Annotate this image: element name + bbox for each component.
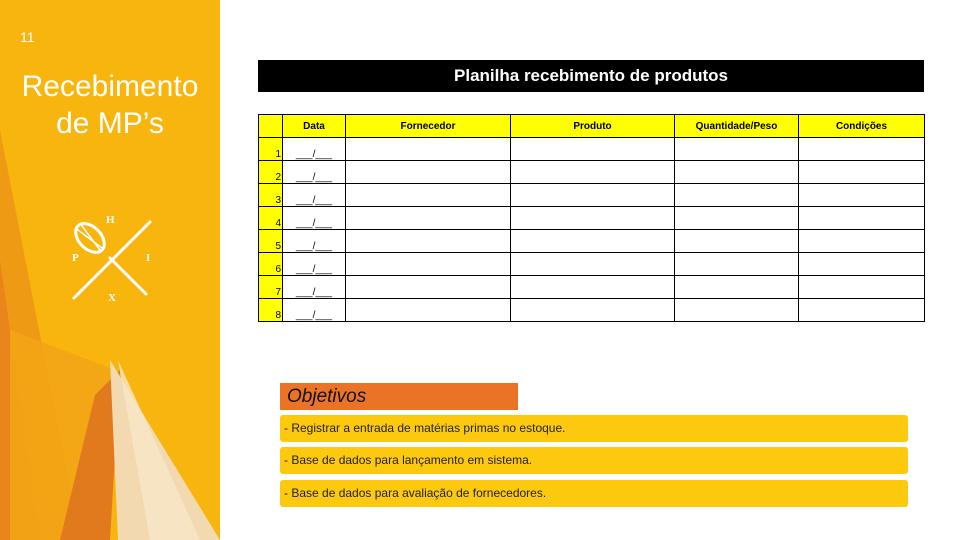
date-cell[interactable]: ___/___ — [283, 230, 346, 253]
quantidade-cell[interactable] — [675, 253, 799, 276]
date-cell[interactable]: ___/___ — [283, 299, 346, 322]
slide-title — [0, 68, 220, 142]
column-header-fornecedor: Fornecedor — [346, 115, 511, 138]
table-row — [259, 184, 925, 207]
produto-cell[interactable] — [511, 184, 675, 207]
date-cell[interactable]: ___/___ — [283, 161, 346, 184]
column-header-quantidade: Quantidade/Peso — [675, 115, 799, 138]
row-index: 1 — [259, 138, 283, 161]
condicoes-cell[interactable] — [799, 299, 925, 322]
produto-cell[interactable] — [511, 299, 675, 322]
condicoes-cell[interactable] — [799, 276, 925, 299]
row-index: 4 — [259, 207, 283, 230]
date-cell[interactable]: ___/___ — [283, 207, 346, 230]
condicoes-cell[interactable] — [799, 207, 925, 230]
quantidade-cell[interactable] — [675, 230, 799, 253]
slide-title-line1: Recebimento — [21, 70, 199, 103]
condicoes-cell[interactable] — [799, 138, 925, 161]
sidebar-panel — [0, 0, 220, 540]
column-header-index — [259, 115, 283, 138]
fornecedor-cell[interactable] — [346, 138, 511, 161]
row-index: 3 — [259, 184, 283, 207]
row-index: 2 — [259, 161, 283, 184]
quantidade-cell[interactable] — [675, 207, 799, 230]
column-header-condicoes: Condições — [799, 115, 925, 138]
table-row — [259, 276, 925, 299]
logo-letter-p: P — [72, 252, 79, 264]
condicoes-cell[interactable] — [799, 253, 925, 276]
row-index: 8 — [259, 299, 283, 322]
produto-cell[interactable] — [511, 253, 675, 276]
row-index: 6 — [259, 253, 283, 276]
slide-number: 11 — [20, 29, 35, 45]
condicoes-cell[interactable] — [799, 184, 925, 207]
table-row — [259, 161, 925, 184]
column-header-produto: Produto — [511, 115, 675, 138]
row-index: 5 — [259, 230, 283, 253]
fornecedor-cell[interactable] — [346, 253, 511, 276]
date-cell[interactable]: ___/___ — [283, 276, 346, 299]
objective-item: - Base de dados para avaliação de fornecedores. — [280, 480, 908, 507]
quantidade-cell[interactable] — [675, 138, 799, 161]
objective-item: - Registrar a entrada de matérias primas no estoque. — [280, 415, 908, 442]
objectives-header: Objetivos — [280, 383, 518, 410]
fornecedor-cell[interactable] — [346, 299, 511, 322]
fornecedor-cell[interactable] — [346, 207, 511, 230]
column-header-data: Data — [283, 115, 346, 138]
logo-letter-h: H — [106, 214, 115, 226]
receiving-spreadsheet — [258, 114, 925, 322]
date-cell[interactable]: ___/___ — [283, 184, 346, 207]
logo — [64, 212, 160, 308]
fornecedor-cell[interactable] — [346, 230, 511, 253]
logo-letter-x: X — [108, 292, 116, 304]
table-row — [259, 207, 925, 230]
fornecedor-cell[interactable] — [346, 161, 511, 184]
produto-cell[interactable] — [511, 138, 675, 161]
table-row — [259, 299, 925, 322]
produto-cell[interactable] — [511, 161, 675, 184]
row-index: 7 — [259, 276, 283, 299]
logo-letter-i: I — [146, 252, 151, 264]
quantidade-cell[interactable] — [675, 184, 799, 207]
table-row — [259, 230, 925, 253]
produto-cell[interactable] — [511, 207, 675, 230]
quantidade-cell[interactable] — [675, 161, 799, 184]
table-row — [259, 138, 925, 161]
fornecedor-cell[interactable] — [346, 184, 511, 207]
date-cell[interactable]: ___/___ — [283, 138, 346, 161]
spreadsheet-title: Planilha recebimento de produtos — [258, 60, 924, 92]
quantidade-cell[interactable] — [675, 276, 799, 299]
produto-cell[interactable] — [511, 276, 675, 299]
quantidade-cell[interactable] — [675, 299, 799, 322]
objective-item: - Base de dados para lançamento em sistema. — [280, 447, 908, 474]
slide-title-line2: de MP’s — [56, 107, 164, 140]
produto-cell[interactable] — [511, 230, 675, 253]
fornecedor-cell[interactable] — [346, 276, 511, 299]
date-cell[interactable]: ___/___ — [283, 253, 346, 276]
condicoes-cell[interactable] — [799, 230, 925, 253]
table-header-row — [259, 115, 925, 138]
condicoes-cell[interactable] — [799, 161, 925, 184]
table-row — [259, 253, 925, 276]
